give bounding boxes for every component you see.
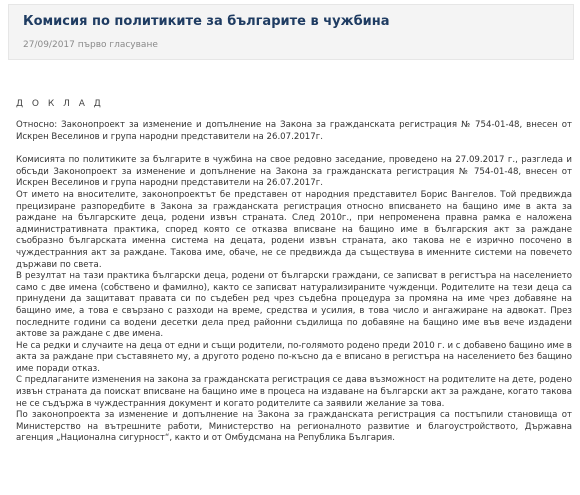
document-body xyxy=(16,99,572,445)
body-paragraph: Комисията по политиките за българите в чужбина на свое редовно заседание, проведено на 27.09.2017 г., разгледа и обсъди Законопроект за изменение и допълнение на Закона за гражданската регистрация № 754-01-48, внесен от Искрен Веселинов и група народни представители на 26.07.2017г. xyxy=(16,155,572,189)
spacer xyxy=(16,143,572,155)
body-paragraph: С предлаганите изменения на закона за гражданската регистрация се дава възможност на родителите на дете, родено извън страната да поискат вписване на бащино име в процеса на издаване на български акт за раждане, когато такова не се съдържа в чуждестранния документ и когато родителите са заявили желание за това. xyxy=(16,375,572,409)
body-paragraph: В резултат на тази практика български деца, родени от български граждани, се записват в регистъра на населението само с две имена (собствено и фамилно), както се записват натурализираните чужденци. Родителите на тези деца са принудени да защитават правата си по съдебен ред чрез съдебна процедура за промяна на име чрез добавяне на бащино име, а това е свързано с разходи на време, средства и усилия, в това число и ангажиране на адвокат. През последните години са водени десетки дела пред районни съдилища по добавяне на бащино име във вече издадени актове за раждане с две имена. xyxy=(16,271,572,340)
page-title: Комисия по политиките за българите в чужбина xyxy=(23,14,390,29)
subject-paragraph: Относно: Законопроект за изменение и допълнение на Закона за гражданската регистрация № 754-01-48, внесен от Искрен Веселинов и група народни представители на 26.07.2017г. xyxy=(16,120,572,142)
body-paragraph: От името на вносителите, законопроектът бе представен от народния представител Борис Вангелов. Той предвижда прецизиране разпоредбите в Закона за гражданската регистрация относно вписването на бащино име в акта за раждане на българските деца, родени извън страната. След 2010г., при непроменена правна рамка е наложена административната практика, според която се отказва вписване на бащино име в българския акт за раждане съобразно българската именна система на децата, родени извън страната, ако такова не е изрично посочено в чуждестранния акт за раждане. Такова име, обаче, не се предвижда да съществува в именните системи на повечето държави по света. xyxy=(16,189,572,270)
body-paragraph: Не са редки и случаите на деца от едни и същи родители, по-голямото родено преди 2010 г. и с добавено бащино име в акта за раждане при съставянето му, а другото родено по-късно да е вписано в регистъра на населението без бащино име поради отказ. xyxy=(16,340,572,374)
date-meta: 27/09/2017 първо гласуване xyxy=(23,40,158,50)
page-header xyxy=(8,4,574,60)
document-heading: Д О К Л А Д xyxy=(16,99,104,109)
body-paragraph: По законопроекта за изменение и допълнение на Закона за гражданската регистрация са постъпили становища от Министерство на вътрешните работи, Министерство на регионалното развитие и благоустройството, Държавна агенция „Национална сигурност“, както и от Омбудсмана на Република България. xyxy=(16,410,572,444)
